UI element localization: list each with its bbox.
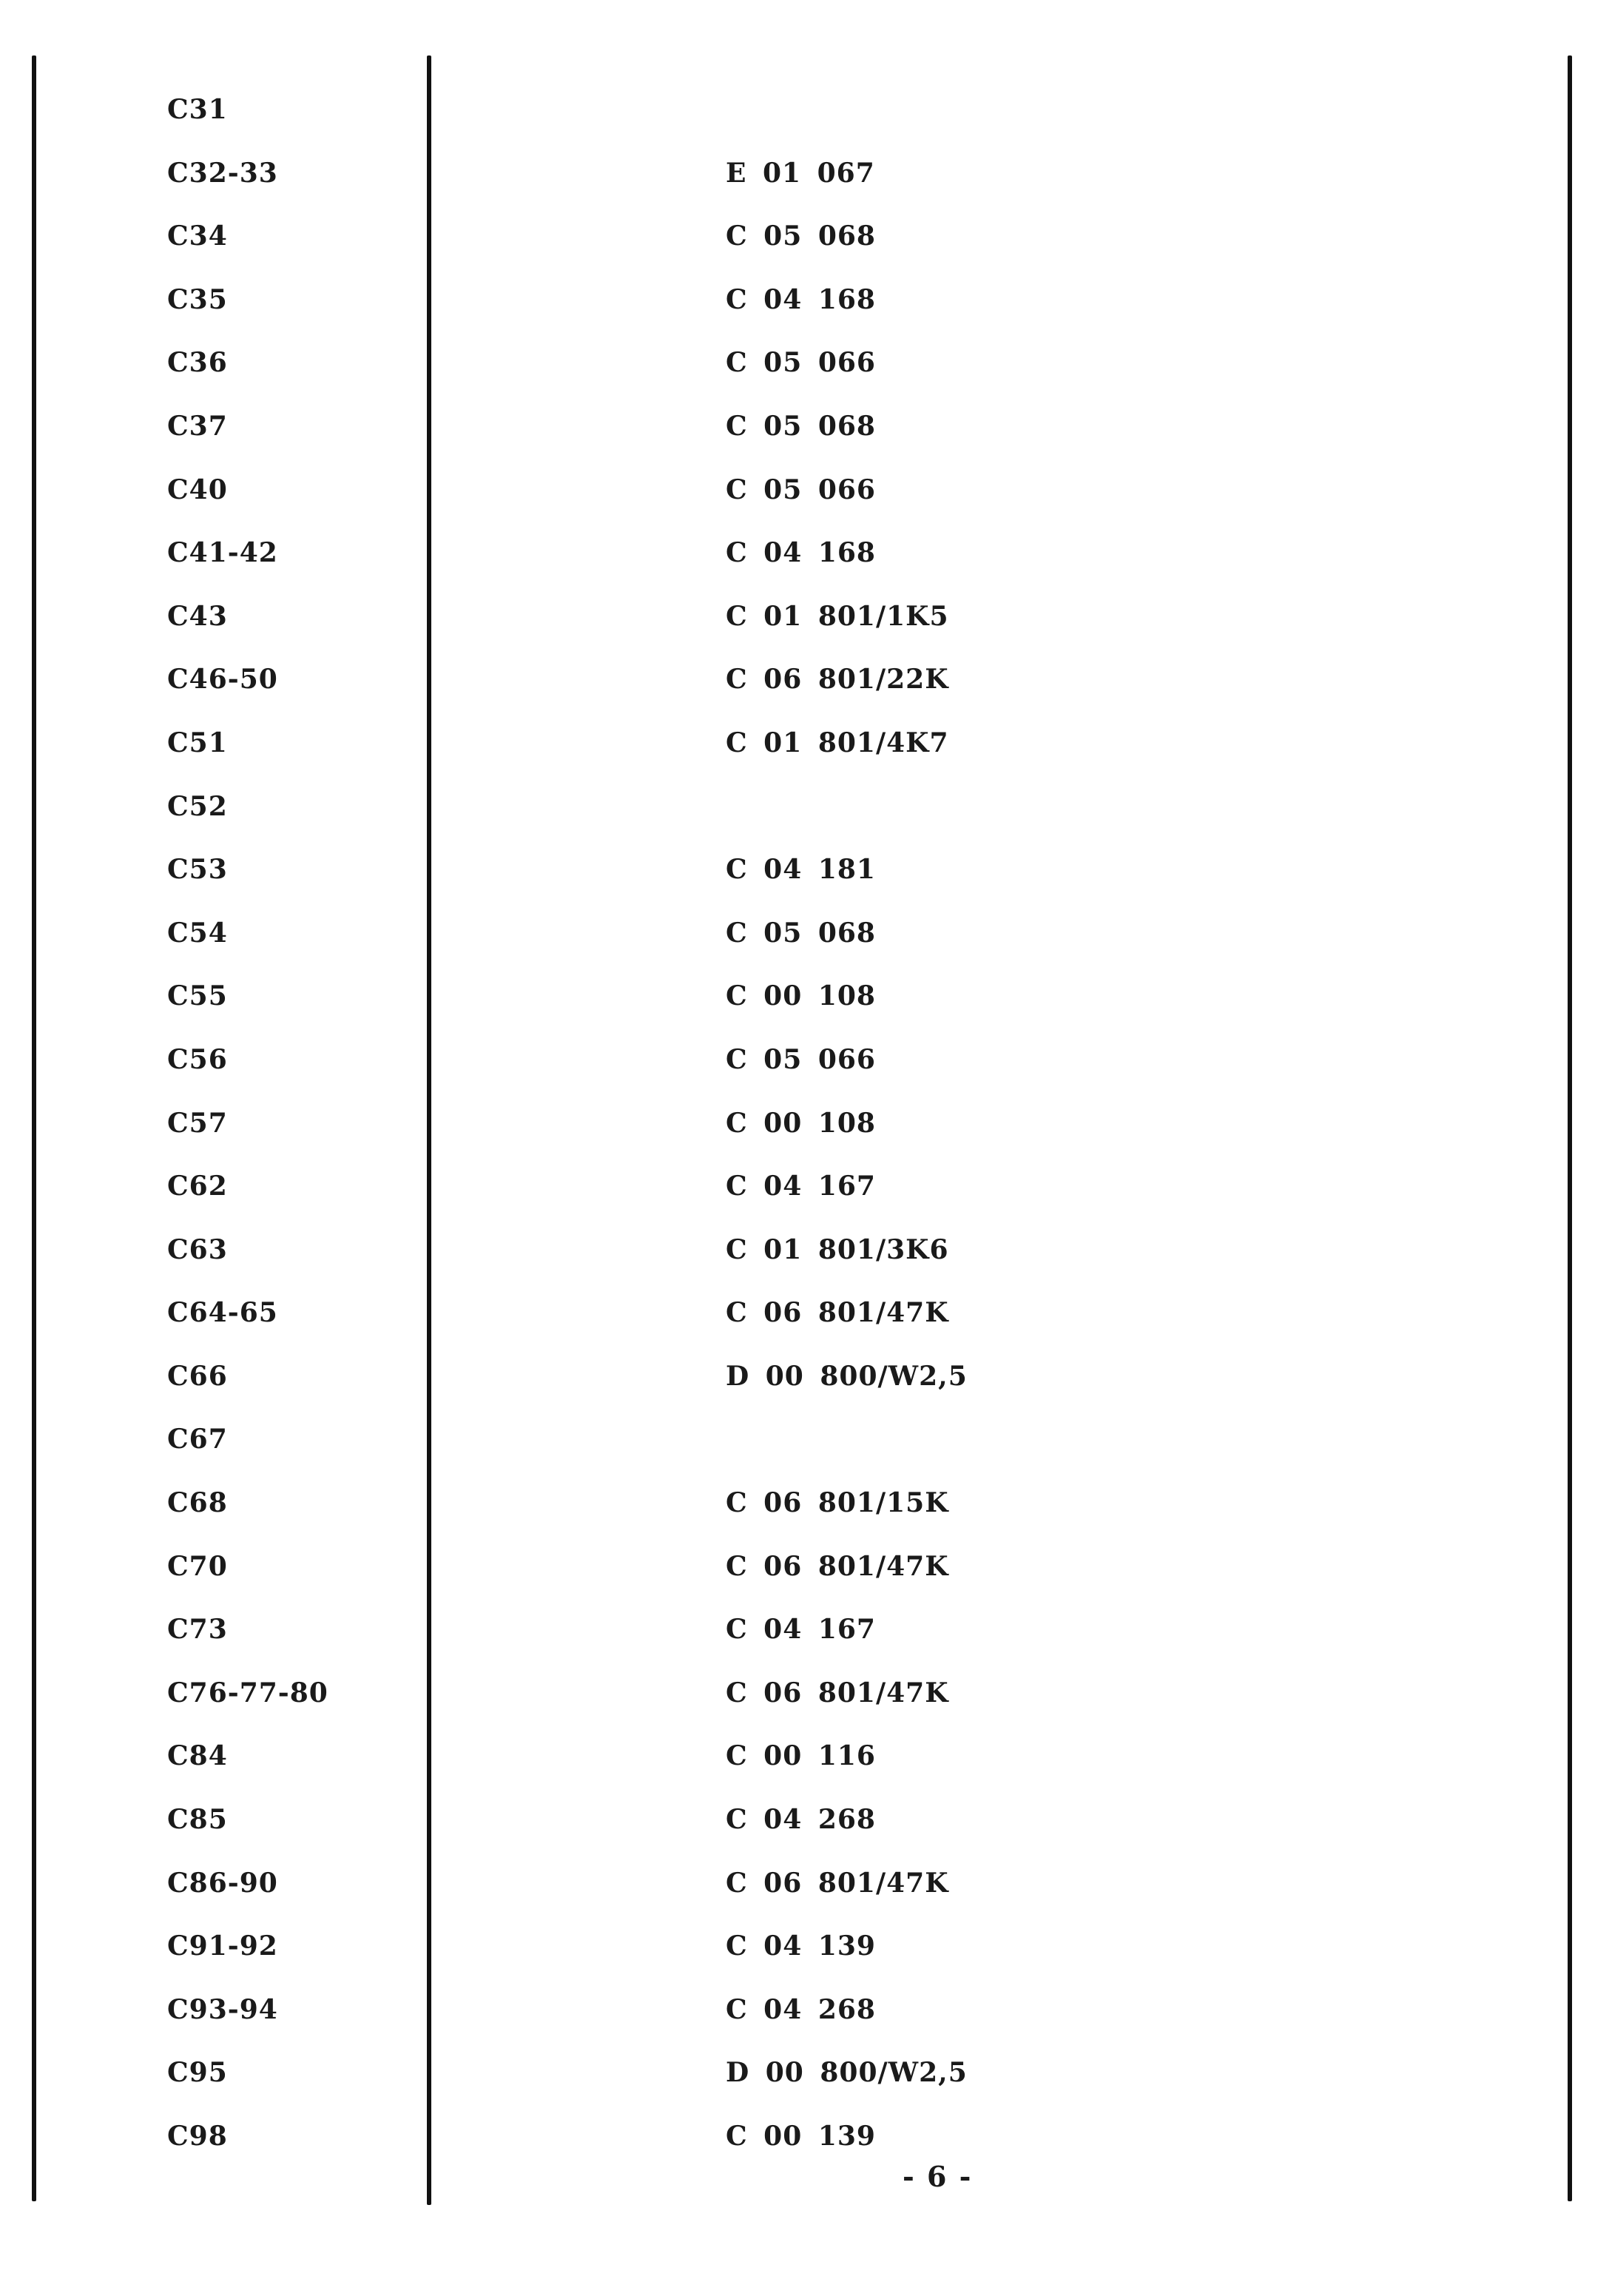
component-reference: C52: [167, 790, 228, 822]
list-item: [0, 792, 1612, 855]
component-reference: C91-92: [167, 1930, 278, 1962]
part-number: C 06 801/47K: [726, 1550, 949, 1582]
list-item: [0, 918, 1612, 982]
list-item: [0, 1678, 1612, 1742]
list-item: [0, 664, 1612, 728]
component-reference: C93-94: [167, 1993, 278, 2025]
part-number: C 06 801/47K: [726, 1297, 949, 1329]
component-reference: C51: [167, 727, 228, 758]
list-item: [0, 1045, 1612, 1108]
list-item: [0, 411, 1612, 475]
list-item: [0, 855, 1612, 918]
list-item: [0, 2058, 1612, 2121]
part-number: C 00 108: [726, 980, 876, 1012]
list-item: [0, 1615, 1612, 1678]
part-number: C 04 168: [726, 283, 876, 315]
component-reference: C98: [167, 2121, 228, 2152]
component-reference: C85: [167, 1804, 228, 1836]
list-item: [0, 1741, 1612, 1805]
part-number: C 00 108: [726, 1107, 876, 1139]
part-number: C 04 268: [726, 1993, 876, 2025]
component-reference: C55: [167, 980, 228, 1012]
part-number: C 04 168: [726, 537, 876, 569]
component-reference: C84: [167, 1740, 228, 1772]
component-reference: C43: [167, 600, 228, 632]
part-number: C 04 139: [726, 1930, 876, 1962]
component-reference: C68: [167, 1487, 228, 1519]
part-number: D 00 800/W2,5: [726, 1360, 968, 1392]
part-number: C 01 801/4K7: [726, 727, 949, 758]
component-reference: C66: [167, 1360, 228, 1392]
list-item: [0, 1931, 1612, 1995]
component-reference: C32-33: [167, 157, 278, 189]
component-reference: C57: [167, 1107, 228, 1139]
part-number: C 06 801/15K: [726, 1487, 949, 1519]
component-reference: C76-77-80: [167, 1677, 328, 1708]
list-item: [0, 1424, 1612, 1488]
part-number: C 05 066: [726, 474, 876, 505]
part-number: C 01 801/3K6: [726, 1233, 949, 1265]
component-reference: C40: [167, 474, 228, 505]
list-item: [0, 2121, 1612, 2185]
component-reference: C54: [167, 917, 228, 949]
list-item: [0, 285, 1612, 349]
list-item: [0, 728, 1612, 792]
list-item: [0, 538, 1612, 602]
part-number: C 06 801/47K: [726, 1867, 949, 1899]
component-reference: C56: [167, 1043, 228, 1075]
part-number: C 00 116: [726, 1740, 876, 1772]
part-number: C 04 268: [726, 1804, 876, 1836]
part-number: C 00 139: [726, 2121, 876, 2152]
part-number: D 00 800/W2,5: [726, 2057, 968, 2089]
list-item: [0, 158, 1612, 222]
list-item: [0, 602, 1612, 665]
component-reference: C46-50: [167, 664, 278, 696]
list-item: [0, 1488, 1612, 1552]
component-reference: C34: [167, 220, 228, 252]
list-item: [0, 1235, 1612, 1299]
part-number: C 05 068: [726, 220, 876, 252]
component-reference: C70: [167, 1550, 228, 1582]
parts-list: [0, 95, 1612, 2185]
list-item: [0, 1805, 1612, 1868]
part-number: C 01 801/1K5: [726, 600, 949, 632]
component-reference: C36: [167, 347, 228, 379]
list-item: [0, 95, 1612, 158]
part-number: C 06 801/22K: [726, 664, 949, 696]
component-reference: C63: [167, 1233, 228, 1265]
part-number: C 05 068: [726, 410, 876, 442]
component-reference: C73: [167, 1614, 228, 1646]
component-reference: C95: [167, 2057, 228, 2089]
component-reference: C35: [167, 283, 228, 315]
component-reference: C37: [167, 410, 228, 442]
list-item: [0, 1868, 1612, 1932]
part-number: C 04 181: [726, 854, 876, 886]
part-number: C 04 167: [726, 1614, 876, 1646]
list-item: [0, 1108, 1612, 1172]
list-item: [0, 1298, 1612, 1361]
list-item: [0, 981, 1612, 1045]
list-item: [0, 1171, 1612, 1235]
page-number: - 6 -: [903, 2160, 973, 2193]
part-number: C 06 801/47K: [726, 1677, 949, 1708]
component-reference: C86-90: [167, 1867, 278, 1899]
component-reference: C53: [167, 854, 228, 886]
component-reference: C64-65: [167, 1297, 278, 1329]
list-item: [0, 1995, 1612, 2058]
list-item: [0, 348, 1612, 411]
part-number: C 04 167: [726, 1171, 876, 1202]
list-item: [0, 221, 1612, 285]
list-item: [0, 1361, 1612, 1425]
component-reference: C62: [167, 1171, 228, 1202]
list-item: [0, 475, 1612, 539]
part-number: C 05 066: [726, 347, 876, 379]
component-reference: C41-42: [167, 537, 278, 569]
component-reference: C67: [167, 1424, 228, 1455]
part-number: C 05 068: [726, 917, 876, 949]
part-number: C 05 066: [726, 1043, 876, 1075]
component-reference: C31: [167, 94, 228, 125]
part-number: E 01 067: [726, 157, 875, 189]
list-item: [0, 1552, 1612, 1615]
